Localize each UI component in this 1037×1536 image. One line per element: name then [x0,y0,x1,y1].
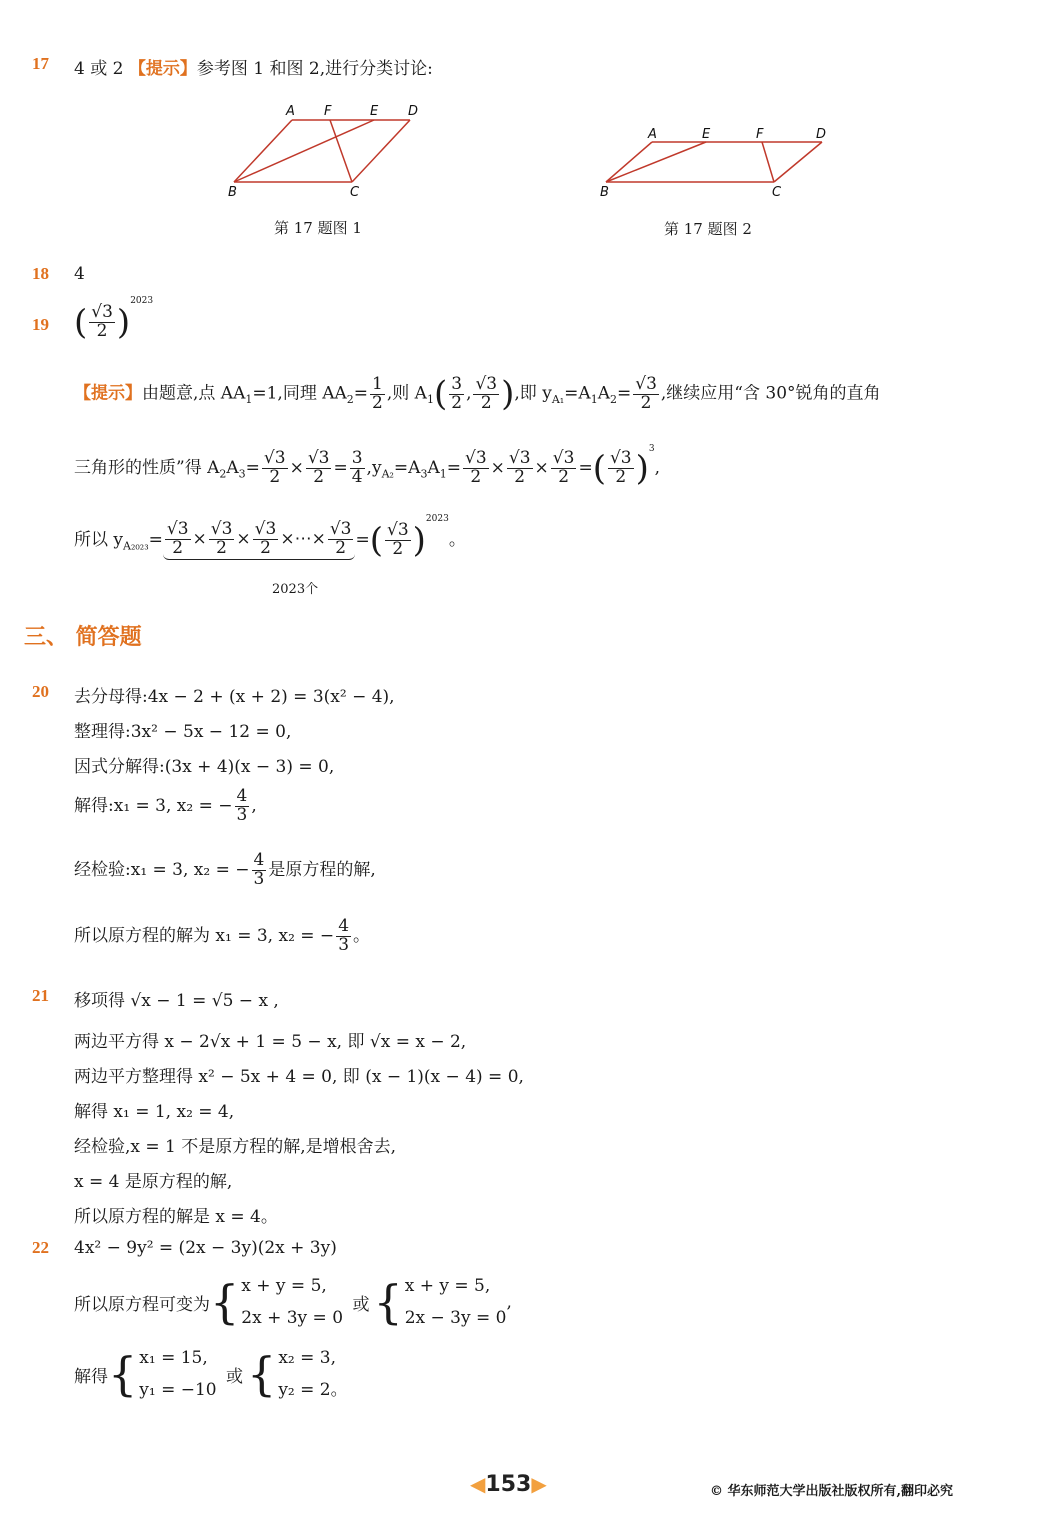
q20-line-4 [74,788,257,825]
q17-figure-2-caption: 第 17 题图 2 [664,220,752,238]
q19-exponent: 2023 [425,514,449,524]
q19-times: × [236,528,251,549]
q19-answer-numerator: √3 [91,302,113,323]
q19-dots: ×⋯× [280,528,326,549]
q20-frac-num: 4 [236,786,248,806]
q19-frac-den: 2 [260,537,271,558]
q19-text: ,y [366,458,382,478]
q22-number: 22 [32,1238,49,1257]
fig2-label-E: E [702,127,711,142]
q19-text: =1,同理 AA [252,383,347,404]
q22-text: , [506,1292,512,1313]
q19-text: 三角形的性质”得 A [74,458,220,478]
q19-frac-num: √3 [464,448,487,469]
section-title: 三、 简答题 [24,625,142,650]
q19-sub: 1 [426,392,434,406]
q20-text: 所以原方程的解为 x₁ = 3, x₂ = − [74,925,335,946]
fig1-label-E: E [370,104,379,119]
q19-frac-den: 2 [335,537,347,558]
q22-or: 或 [352,1294,370,1315]
q19-text: ,继续应用“含 30°锐角的直角 [660,383,881,404]
right-arrow-icon: ▶ [531,1472,547,1496]
fig2-label-D: D [816,127,827,142]
q20-frac-den: 3 [338,934,350,955]
q19-exponent: 3 [648,444,655,454]
q22-solution-1-y: y₁ = −10 [139,1380,217,1401]
q19-sub: 1 [590,392,598,406]
q19-text: = [148,530,163,550]
q19-frac-den: 2 [615,467,627,487]
q19-frac-num: √3 [475,373,498,394]
q19-text: 。 [448,530,466,550]
q20-line-6 [74,918,370,955]
q19-text: = [245,458,260,478]
fig1-label-A: A [286,104,295,119]
q20-text: , [251,795,257,816]
q19-frac-den: 2 [480,392,492,413]
q22-solution-1-x: x₁ = 15, [139,1348,208,1368]
q19-frac-num: √3 [635,373,657,394]
q19-frac-den: 2 [216,537,227,558]
q21-line-2: 两边平方得 x − 2√x + 1 = 5 − x, 即 √x = x − 2, [74,1032,467,1052]
q21-line-7: 所以原方程的解是 x = 4。 [74,1207,278,1227]
q19-text: A [427,458,440,478]
q19-sub: A₂₀₂₃ [123,539,149,553]
q21-line-3: 两边平方整理得 x² − 5x + 4 = 0, 即 (x − 1)(x − 4) = 0, [74,1067,524,1087]
q22-or: 或 [226,1366,244,1387]
q19-text: A [597,383,610,404]
q19-frac-num: √3 [210,518,233,539]
q21-line-6: x = 4 是原方程的解, [74,1172,233,1192]
q17-answer-line [74,54,433,79]
q17-figure-1 [220,98,430,202]
q22-text: 所以原方程可变为 [74,1294,210,1315]
q19-frac-num: 3 [451,373,463,394]
fig1-label-B: B [228,185,237,200]
q19-frac-den: 2 [514,467,526,487]
fig1-label-C: C [350,185,360,200]
q19-frac-num: √3 [254,518,277,539]
q17-hint-text: 参考图 1 和图 2,进行分类讨论: [196,59,433,79]
q22-line-3: 解得{ x₁ = 15, y₁ = −10 或{ x₂ = 3, y₂ = 2。 [74,1342,348,1407]
q22-solution-2-y: y₂ = 2。 [278,1380,348,1401]
q19-text: = [446,458,461,478]
q19-frac-num: √3 [387,520,409,541]
fig2-label-F: F [756,127,764,142]
q19-sub: 2 [609,392,617,406]
q19-frac-num: √3 [508,448,531,469]
q19-frac-num: 3 [351,448,363,469]
q19-text: =A [393,458,421,478]
q19-frac-num: √3 [552,448,575,469]
q22-solution-2-x: x₂ = 3, [278,1348,337,1368]
q20-frac-den: 3 [236,804,248,825]
q19-sub: 1 [245,392,253,406]
q21-number: 21 [32,986,49,1005]
q19-text: A [226,458,239,478]
q19-answer-denominator: 2 [96,321,108,341]
q22-line-2: 所以原方程可变为{ x + y = 5, 2x + 3y = 0 或{ x + y = 5, 2x − 3y = 0 , [74,1270,512,1335]
q17-figure-1-caption: 第 17 题图 1 [274,219,362,237]
q19-hint-line-3: 所以 $y_{A_{2023}}=$ $\frac{√3}{2}$ × $\frac{√3}{2}$ × $\frac{√3}{2}$ ×⋯× $\frac{√3}{2}$ =( $\frac{√3}{2}$ )$^{2023}$。 [74,514,466,561]
q19-answer-exponent: 2023 [130,296,154,306]
q19-frac-den: 2 [451,392,463,413]
q22-system-1-eq-1: x + y = 5, [241,1276,327,1296]
q20-line-3: 因式分解得:(3x + 4)(x − 3) = 0, [74,757,335,777]
q21-line-5: 经检验,x = 1 不是原方程的解,是增根舍去, [74,1137,397,1157]
q20-number: 20 [32,682,49,701]
q19-text: ,即 y [514,383,552,404]
fig2-label-C: C [772,185,782,200]
q19-sub: 3 [420,467,428,481]
q21-line-4: 解得 x₁ = 1, x₂ = 4, [74,1102,235,1122]
q20-line-2: 整理得:3x² − 5x − 12 = 0, [74,722,292,742]
q19-hint-tag: 【提示】 [74,383,142,404]
q17-hint-tag: 【提示】 [128,59,197,79]
fig1-label-F: F [324,104,332,119]
q19-text: = [353,383,369,404]
q18-number: 18 [32,264,49,283]
q20-frac-num: 4 [253,850,265,870]
left-arrow-icon: ◀ [470,1472,486,1496]
q19-frac-den: 4 [351,467,363,487]
q19-frac-num: √3 [263,448,286,469]
q20-frac-num: 4 [338,916,350,936]
q20-text: 解得:x₁ = 3, x₂ = − [74,795,233,816]
q20-text: 经检验:x₁ = 3, x₂ = − [74,859,250,880]
page-number-block [470,1472,547,1497]
page-number: 153 [485,1472,532,1497]
q19-frac-den: 2 [269,467,281,487]
q19-text: 所以 y [74,530,124,550]
q19-answer: ( $\frac{√3}{2}$ )$^{2023}$ [74,296,154,343]
q19-hint-line-1: 【提示】由题意,点 $AA_1=1$,同理 $AA_2=$ $\frac{1}{2}$ ,则 $A_1$( $\frac{3}{2}$ , $\frac{√3}{2}$ ),即 $y_{A_1}=A_1A_2=$ $\frac{√3}{2}$ ,继续应用“含 30°锐角的直角 [74,373,881,414]
q19-frac-num: √3 [609,448,632,469]
q20-text: 。 [353,925,371,946]
q19-frac-num: √3 [166,518,189,539]
copyright: © 华东师范大学出版社版权所有,翻印必究 [710,1484,954,1499]
q19-sub: 2 [346,392,354,406]
q19-count-label: 2023个 [272,582,319,597]
q20-frac-den: 3 [253,868,265,889]
q19-text: =A [564,383,591,404]
fig1-label-D: D [408,104,419,119]
q19-sub: 1 [439,467,447,481]
q17-answer: 4 或 2 [74,59,124,79]
fig2-label-B: B [600,185,609,200]
q19-sub: 3 [238,467,246,481]
q19-frac-num: √3 [329,518,352,539]
q19-times: × [534,458,549,478]
q17-number: 17 [32,54,49,73]
q22-text: 解得 [74,1366,108,1387]
q22-system-2-eq-2: 2x − 3y = 0 [404,1308,507,1329]
q19-sub: 2 [219,467,227,481]
q19-frac-den: 2 [558,467,570,487]
q18-answer: 4 [74,264,85,284]
q19-text: 由题意,点 AA [142,383,246,404]
q19-frac-den: 2 [392,539,404,559]
q19-frac-den: 2 [640,392,652,413]
q19-text: ,则 A [386,383,427,404]
q19-frac-den: 2 [470,467,482,487]
q19-times: × [289,458,304,478]
q22-system-2-eq-1: x + y = 5, [404,1276,491,1296]
q19-frac-num: √3 [307,448,330,469]
q19-hint-line-2: 三角形的性质”得 $A_2A_3=$ $\frac{√3}{2}$ × $\frac{√3}{2}$ = $\frac{3}{4}$ $,y_{A_2}=A_3A_1=$ $\frac{√3}{2}$ × $\frac{√3}{2}$ × $\frac{√3}{2}$ =( $\frac{√3}{2}$ )$^3$, [74,444,661,489]
q20-text: 是原方程的解, [268,859,376,880]
q19-times: × [192,528,207,549]
q19-text: = [616,383,632,404]
q20-line-5 [74,852,376,889]
q19-frac-num: 1 [372,373,383,394]
q19-times: × [490,458,505,478]
q22-system-1-eq-2: 2x + 3y = 0 [241,1308,344,1329]
q19-frac-den: 2 [313,467,325,487]
q19-frac-den: 2 [372,392,383,413]
fig2-label-A: A [648,127,657,142]
q22-line-1: 4x² − 9y² = (2x − 3y)(2x + 3y) [74,1238,337,1258]
q17-figure-2 [596,122,832,202]
q19-frac-den: 2 [172,537,184,558]
q19-number: 19 [32,315,49,334]
q20-line-1: 去分母得:4x − 2 + (x + 2) = 3(x² − 4), [74,687,395,707]
q21-line-1: 移项得 √x − 1 = √5 − x , [74,991,279,1011]
